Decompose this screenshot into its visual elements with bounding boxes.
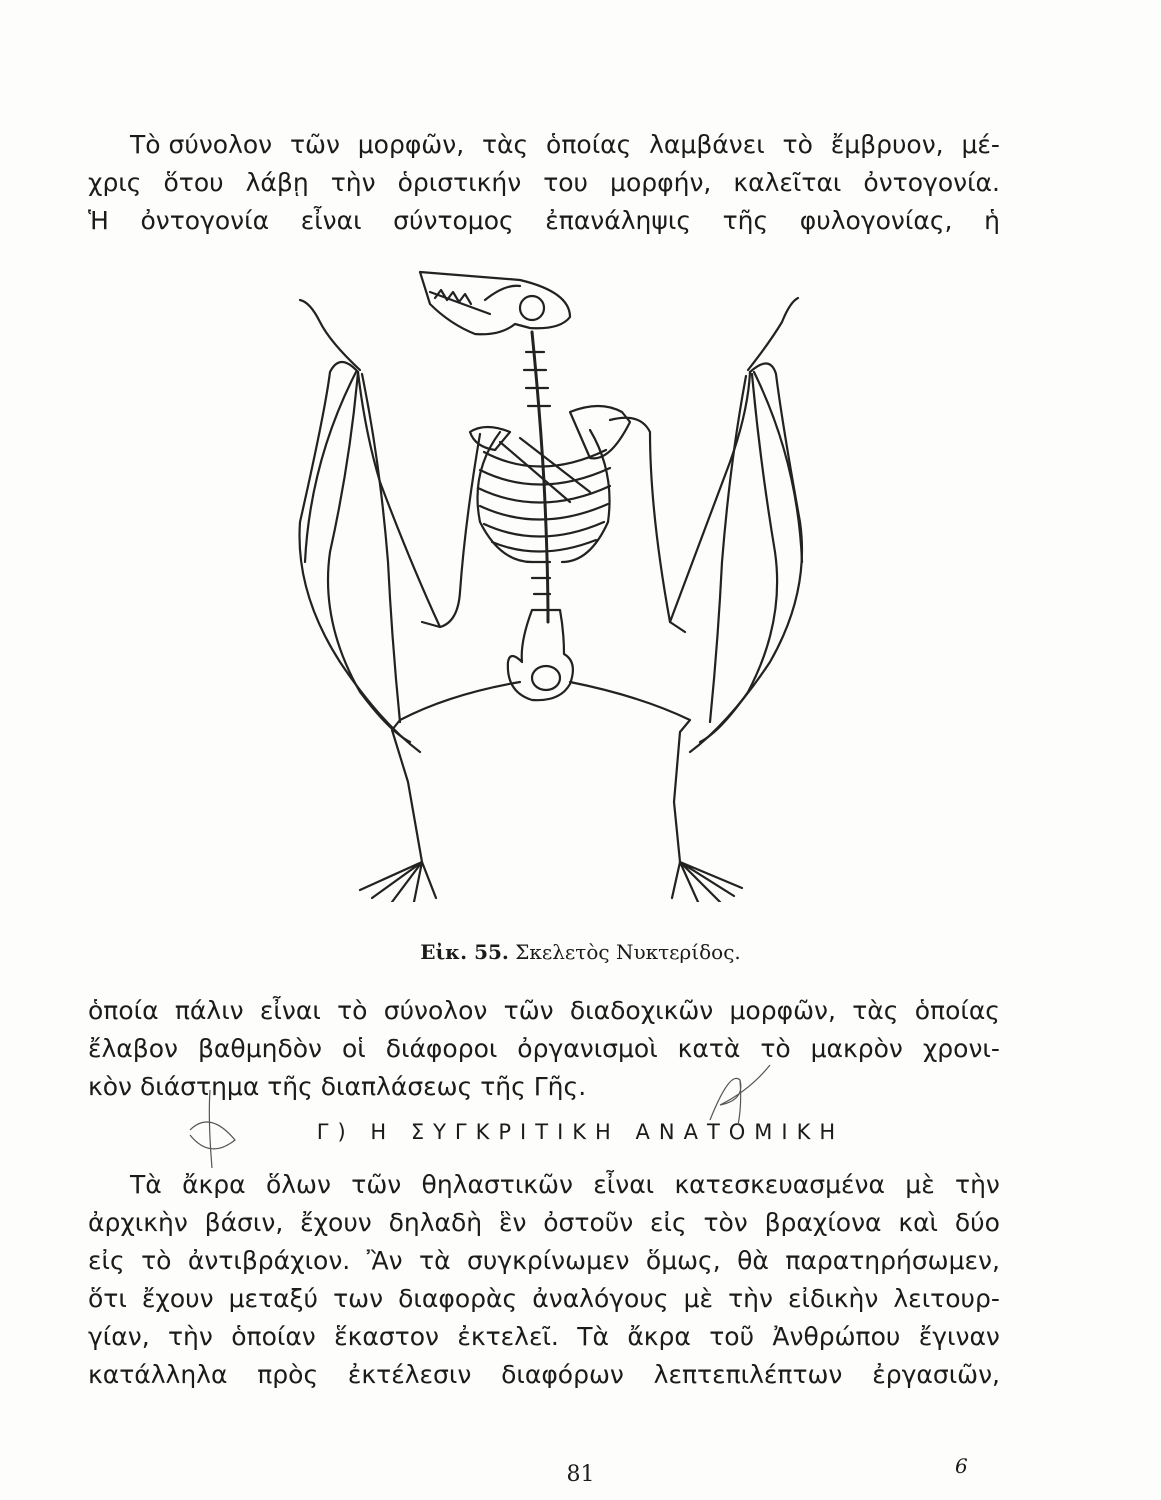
text-line: [88, 994, 1000, 1028]
word: τὰ: [419, 1246, 451, 1275]
word: μεταξύ: [228, 1284, 319, 1313]
word: δύο: [954, 1208, 1000, 1237]
word: κατάλληλα: [88, 1360, 228, 1389]
word: μέ-: [961, 130, 1000, 159]
word: τῶν: [351, 1170, 402, 1199]
word: ὀστοῦν: [543, 1208, 634, 1237]
word: ἔλαβον: [88, 1034, 179, 1063]
word: ὁποίαν: [231, 1322, 316, 1351]
word: ὅτου: [163, 168, 224, 197]
word: θηλαστικῶν: [421, 1170, 573, 1199]
figure-label: Εἰκ. 55.: [420, 940, 509, 964]
word: συγκρίνωμεν: [467, 1246, 630, 1275]
word: τῆς: [722, 206, 769, 235]
word: ἄκρα: [182, 1170, 246, 1199]
corner-number: 6: [955, 1454, 968, 1478]
word: χρονι-: [922, 1034, 1000, 1063]
word: ἄκρα: [627, 1322, 691, 1351]
word: μορφήν,: [610, 168, 712, 197]
text-line: [88, 1168, 1000, 1202]
word: διάφοροι: [385, 1034, 498, 1063]
word: λεπτεπιλέπτων: [653, 1360, 843, 1389]
word: ὁποίας: [914, 996, 1000, 1025]
left-wing: [300, 300, 481, 752]
page-number: 81: [566, 1462, 595, 1487]
word: Ἀνθρώπου: [772, 1322, 901, 1351]
figure-caption-text: Σκελετὸς Νυκτερίδος.: [515, 940, 741, 964]
word: καλεῖται: [733, 168, 842, 197]
word: γίαν,: [88, 1322, 150, 1351]
word: ἔχουν: [141, 1284, 214, 1313]
word: χρις: [88, 168, 142, 197]
word: εἶναι: [259, 996, 321, 1025]
word: Ἂν: [366, 1246, 403, 1275]
word: πάλιν: [174, 996, 244, 1025]
word: των: [333, 1284, 384, 1313]
word: βάσιν,: [204, 1208, 284, 1237]
word: ἓν: [498, 1208, 527, 1237]
word: ὁποίας: [546, 130, 632, 159]
word: διαφορὰς: [398, 1284, 518, 1313]
word: Τὰ: [130, 1170, 162, 1199]
word: ὁριστικήν: [397, 168, 522, 197]
word: ἀρχικὴν: [88, 1208, 188, 1237]
word: τὴν: [330, 168, 376, 197]
text-line: [88, 1282, 1000, 1316]
word: ὅλων: [265, 1170, 331, 1199]
word: ὅμως,: [645, 1246, 721, 1275]
word: τῶν: [503, 996, 554, 1025]
word: ἔγιναν: [918, 1322, 1000, 1351]
word: τὸ: [141, 1246, 172, 1275]
word: ἔμβρυον,: [830, 130, 944, 159]
word: εἰδικὴν: [788, 1284, 879, 1313]
word: τὴν: [168, 1322, 213, 1351]
word: βραχίονα: [764, 1208, 882, 1237]
word: ἔχουν: [300, 1208, 372, 1237]
word: μὲ: [905, 1170, 935, 1199]
word: δηλαδὴ: [388, 1208, 483, 1237]
word: ἕκαστον: [334, 1322, 439, 1351]
word: τοῦ: [709, 1322, 755, 1351]
bat-skeleton-figure: [270, 262, 830, 902]
word: τὴν: [955, 1170, 1000, 1199]
word: τὴν: [728, 1284, 773, 1313]
word: μακρὸν: [810, 1034, 903, 1063]
word: ὀντογονία: [140, 206, 270, 235]
word: διαδοχικῶν: [569, 996, 714, 1025]
spine: [524, 332, 550, 622]
word: ὁποία: [88, 996, 159, 1025]
word: εἰς: [88, 1246, 125, 1275]
text-line: [88, 1206, 1000, 1240]
word: τὸ: [760, 1034, 791, 1063]
word: Τὸ σύνολον: [130, 130, 273, 159]
word: εἶναι: [300, 206, 362, 235]
text-line: [88, 1032, 1000, 1066]
word: φυλογονίας,: [799, 206, 953, 235]
word: πρὸς: [257, 1360, 319, 1389]
word: βαθμηδὸν: [197, 1034, 323, 1063]
word: κὸν διάστημα τῆς διαπλάσεως τῆς Γῆς.: [88, 1072, 587, 1101]
word: ὀντογονία.: [863, 168, 1000, 197]
word: μορφῶν,: [729, 996, 836, 1025]
figure-caption: [0, 940, 1161, 964]
pencil-mark-signature: [700, 1060, 780, 1130]
word: ἐπανάληψις: [545, 206, 692, 235]
word: εἰς: [649, 1208, 687, 1237]
word: τὸν: [703, 1208, 748, 1237]
word: τὸ: [337, 996, 368, 1025]
word: οἱ: [341, 1034, 366, 1063]
word: καὶ: [898, 1208, 939, 1237]
word: λειτουρ-: [893, 1284, 1000, 1313]
word: λαμβάνει: [649, 130, 765, 159]
word: τὸ: [782, 130, 813, 159]
word: τὰς: [852, 996, 899, 1025]
word: τὰς: [482, 130, 529, 159]
section-heading: Γ) Η ΣΥΓΚΡΙΤΙΚΗ ΑΝΑΤΟΜΙΚΗ: [316, 1120, 845, 1144]
word: θὰ: [737, 1246, 769, 1275]
word: εἶναι: [593, 1170, 655, 1199]
text-line: [88, 1244, 1000, 1278]
text-line: [88, 1358, 1000, 1392]
pelvis: [508, 610, 573, 700]
word: παρατηρήσωμεν,: [785, 1246, 1000, 1275]
word: σύντομος: [393, 206, 514, 235]
word: ἡ: [984, 206, 1000, 235]
word: ἐκτελεῖ.: [457, 1322, 559, 1351]
word: του: [543, 168, 589, 197]
word: κατὰ: [677, 1034, 741, 1063]
legs: [360, 682, 742, 902]
word: τῶν: [289, 130, 340, 159]
skull: [420, 272, 570, 334]
text-line: [88, 166, 1000, 200]
word: ἐργασιῶν,: [872, 1360, 1000, 1389]
word: λάβῃ: [245, 168, 309, 197]
pencil-mark: [180, 1090, 250, 1170]
word: διαφόρων: [501, 1360, 624, 1389]
word: σύνολον: [383, 996, 488, 1025]
right-wing: [610, 298, 802, 752]
word: Ἡ: [88, 206, 109, 235]
text-line: [88, 128, 1000, 162]
word: μὲ: [683, 1284, 713, 1313]
text-line: [88, 1320, 1000, 1354]
word: κατεσκευασμένα: [674, 1170, 885, 1199]
word: Τὰ: [577, 1322, 609, 1351]
word: ὅτι: [88, 1284, 127, 1313]
word: ὀργανισμοὶ: [517, 1034, 658, 1063]
word: ἀντιβράχιον.: [187, 1246, 351, 1275]
word: μορφῶν,: [357, 130, 465, 159]
text-line: [88, 204, 1000, 238]
word: ἀναλόγους: [532, 1284, 669, 1313]
word: ἐκτέλεσιν: [347, 1360, 472, 1389]
